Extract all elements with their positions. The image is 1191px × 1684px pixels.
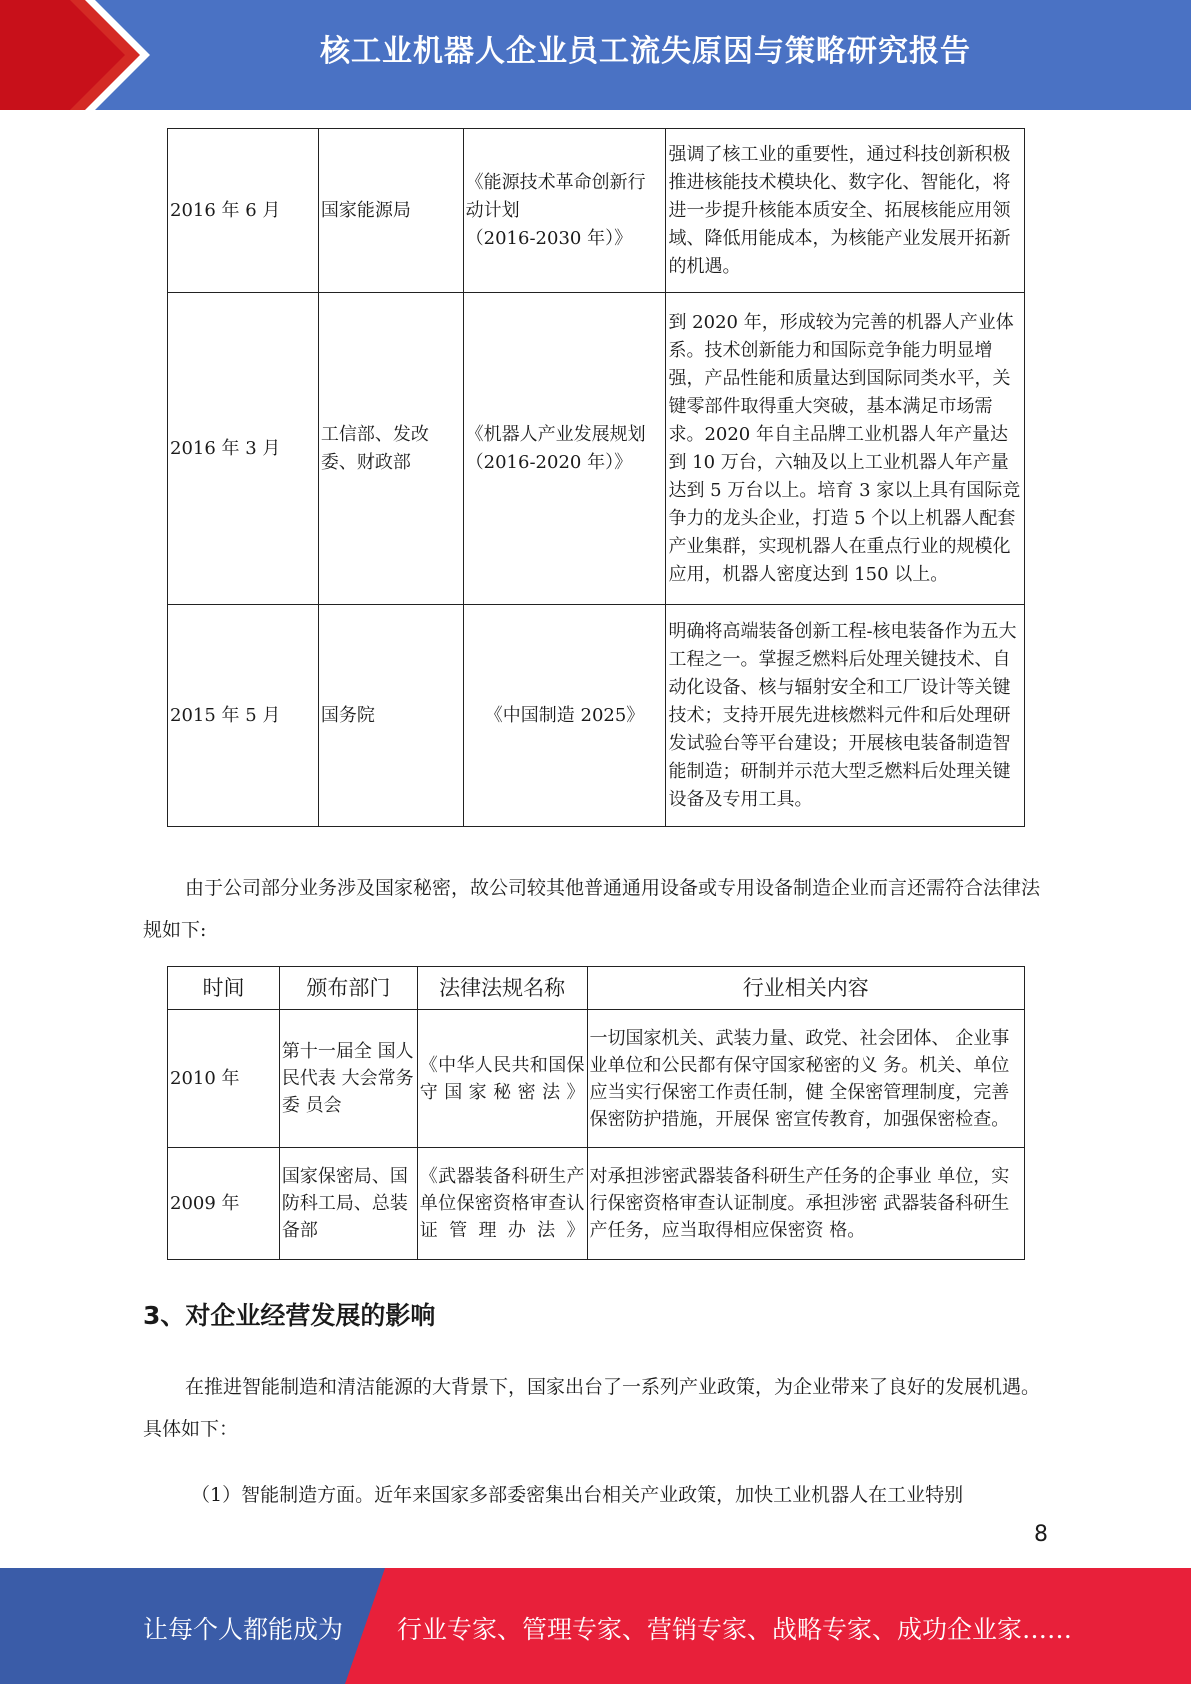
footer-slogan-left: 让每个人都能成为 — [143, 1615, 344, 1644]
policy-content: 到 2020 年，形成较为完善的机器人产业体系。技术创新能力和国际竞争能力明显增强，产品性能和质量达到国际同类水平，关键零部件取得重大突破，基本满足市场需求。2020 年自主品牌工业机器人年产量达到 10 万台，六轴及以上工业机器人年产量达到 5 万台以上。培育 3 家以上具有国际竞争力的龙头企业，打造 5 个以上机器人配套产业集群，实现机器人在重点行业的规模化应用，机器人密度达到 150 以上。 — [666, 293, 1025, 605]
policy-date: 2016 年 6 月 — [168, 129, 319, 293]
table-row — [168, 605, 1025, 827]
law-department: 第十一届全 国人民代表 大会常务委 员会 — [279, 1010, 417, 1148]
policy-department: 工信部、发改委、财政部 — [318, 293, 463, 605]
header-arrow-decoration — [0, 0, 150, 110]
table-row — [168, 1010, 1025, 1148]
law-date: 2009 年 — [168, 1148, 280, 1260]
column-header-law-name: 法律法规名称 — [417, 967, 587, 1010]
law-name: 《武器装备科研生产单位保密资格审查认证管理办法》 — [417, 1148, 587, 1260]
report-title: 核工业机器人企业员工流失原因与策略研究报告 — [320, 34, 971, 69]
policy-department: 国家能源局 — [318, 129, 463, 293]
column-header-time: 时间 — [168, 967, 280, 1010]
column-header-content: 行业相关内容 — [587, 967, 1024, 1010]
policy-table — [167, 128, 1025, 827]
law-content: 对承担涉密武器装备科研生产任务的企事业 单位，实行保密资格审查认证制度。承担涉密 武器装备科研生产任务，应当取得相应保密资 格。 — [587, 1148, 1024, 1260]
law-name: 《中华人民共和国保守国家秘密法》 — [417, 1010, 587, 1148]
law-content: 一切国家机关、武装力量、政党、社会团体、 企业事业单位和公民都有保守国家秘密的义 务。机关、单位应当实行保密工作责任制，健 全保密管理制度，完善保密防护措施，开展保 密宣传教育，加强保密检查。 — [587, 1010, 1024, 1148]
column-header-department: 颁布部门 — [279, 967, 417, 1010]
body-paragraph: 在推进智能制造和清洁能源的大背景下，国家出台了一系列产业政策，为企业带来了良好的发展机遇。具体如下： — [143, 1376, 1041, 1440]
policy-document: 《机器人产业发展规划（2016-2020 年）》 — [463, 293, 666, 605]
table-row — [168, 129, 1025, 293]
table-row — [168, 1148, 1025, 1260]
section-heading: 3、对企业经营发展的影响 — [143, 1301, 436, 1330]
law-date: 2010 年 — [168, 1010, 280, 1148]
law-department: 国家保密局、国防科工局、总装备部 — [279, 1148, 417, 1260]
policy-date: 2015 年 5 月 — [168, 605, 319, 827]
table-header-row — [168, 967, 1025, 1010]
intro-paragraph: 由于公司部分业务涉及国家秘密，故公司较其他普通通用设备或专用设备制造企业而言还需符合法律法规如下: — [143, 877, 1041, 941]
footer-banner — [0, 1568, 1191, 1684]
table-row — [168, 293, 1025, 605]
policy-document: 《能源技术革命创新行动计划 （2016-2030 年）》 — [463, 129, 666, 293]
footer-slogan-right: 行业专家、管理专家、营销专家、战略专家、成功企业家…… — [397, 1615, 1073, 1644]
law-table — [167, 966, 1025, 1260]
body-paragraph-truncated: （1）智能制造方面。近年来国家多部委密集出台相关产业政策，加快工业机器人在工业特别 — [191, 1484, 964, 1506]
policy-document: 《中国制造 2025》 — [463, 605, 666, 827]
header-banner — [0, 0, 1191, 110]
page-number: 8 — [1034, 1522, 1048, 1547]
policy-date: 2016 年 3 月 — [168, 293, 319, 605]
policy-content: 明确将高端装备创新工程-核电装备作为五大工程之一。掌握乏燃料后处理关键技术、自动化设备、核与辐射安全和工厂设计等关键技术；支持开展先进核燃料元件和后处理研发试验台等平台建设；开展核电装备制造智能制造；研制并示范大型乏燃料后处理关键设备及专用工具。 — [666, 605, 1025, 827]
policy-department: 国务院 — [318, 605, 463, 827]
policy-content: 强调了核工业的重要性，通过科技创新积极推进核能技术模块化、数字化、智能化，将进一步提升核能本质安全、拓展核能应用领域、降低用能成本，为核能产业发展开拓新的机遇。 — [666, 129, 1025, 293]
